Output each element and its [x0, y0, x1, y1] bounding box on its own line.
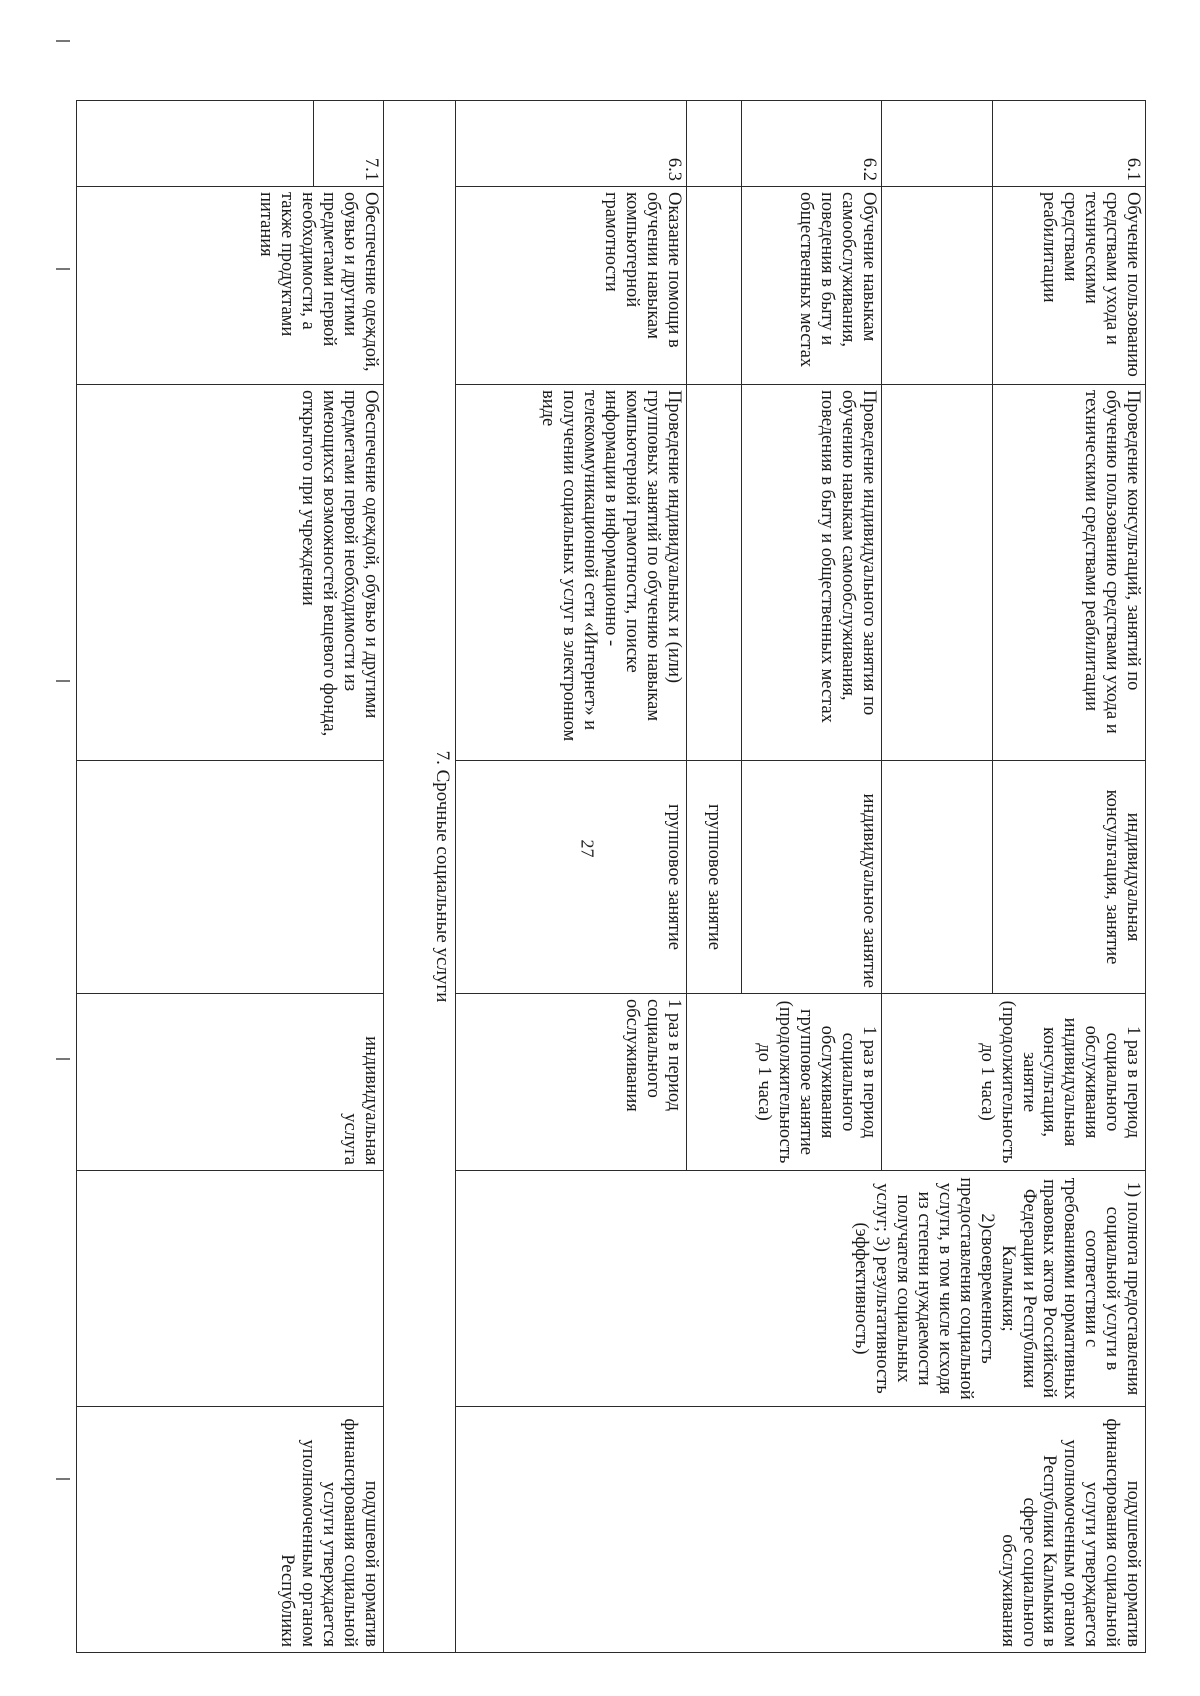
cell-name-6-2: Обучение навыкам самообслуживания, поведения в быту и общественных местах: [742, 187, 881, 385]
cell-num-6-3: 6.3: [456, 101, 686, 187]
page-number: 27: [577, 839, 598, 858]
scan-mark: [56, 40, 70, 42]
scan-mark: [56, 680, 70, 682]
section-title-7: 7. Срочные социальные услуги: [383, 101, 456, 1653]
table-row-6-1-top: [993, 101, 1146, 1653]
rotated-page: [76, 100, 1146, 1652]
cell-name-7-1: Обеспечение одеждой, обувью и другими предметами первой необходимости, а также продуктами питания: [77, 187, 384, 385]
cell-norm-7-1: подушевой норматив финансирования социальной услуги утверждается уполномоченным органом Республики: [77, 1407, 384, 1653]
cell-freq-7-1: индивидуальная услуга: [77, 994, 384, 1171]
cell-unit-7-1: [77, 761, 384, 994]
cell-num-7-1: 7.1: [314, 101, 384, 187]
cell-norm-6: подушевой норматив финансирования социальной услуги утверждается уполномоченным органом Республики Калмыкия в сфере социального обслуживания: [456, 1407, 1146, 1653]
cell-desc-6-2: Проведение индивидуального занятия по обучению навыкам самообслуживания, поведения в быту и общественных местах: [742, 385, 881, 761]
cell-num-6-1: 6.1: [993, 101, 1146, 187]
cell-desc-6-3: Проведение индивидуальных и (или) групповых занятий по обучению навыкам компьютерной грамотности, поиске информации в информационно - телекоммуникационной сети «Интернет» и получении социальных услуг в электронном виде: [456, 385, 686, 761]
table-row-7-1-top: [314, 101, 384, 1653]
cell-name-6-3: Оказание помощи в обучении навыкам компьютерной грамотности: [456, 187, 686, 385]
cell-freq-6-2: 1 раз в период социального обслуживания групповое занятие (продолжительность до 1 часа): [686, 994, 881, 1171]
scan-mark: [56, 1058, 70, 1060]
scan-mark: [56, 268, 70, 270]
services-table: [76, 100, 1146, 1653]
cell-unit-6-3: групповое занятие: [456, 761, 686, 994]
cell-unit-6-2-individual: индивидуальное занятие: [742, 761, 881, 994]
cell-desc-6-1: Проведение консультаций, занятий по обучению пользованию средствами ухода и техническими средствами реабилитации: [993, 385, 1146, 761]
cell-unit-6-1: индивидуальная консультация, занятие: [993, 761, 1146, 994]
cell-criteria-6: 1) полнота предоставления социальной услуги в соответствии с требованиями нормативных правовых актов Российской Федерации и Республики Калмыкия; 2)своевременность предоставления социальной услуги, в том числе исходя из степени нуждаемости получателя социальных услуг; 3) результативность (эффективность): [456, 1171, 1146, 1407]
cell-desc-7-1: Обеспечение одеждой, обувью и другими предметами первой необходимости из имеющихся возможностей вещевого фонда, открытого при учреждении: [77, 385, 384, 761]
cell-freq-6-1: 1 раз в период социального обслуживания индивидуальная консультация, занятие (продолжительность до 1 часа): [881, 994, 1145, 1171]
cell-unit-6-2-group: групповое занятие: [686, 761, 742, 994]
section-header-row: [383, 101, 456, 1653]
scan-mark: [56, 1478, 70, 1480]
cell-num-6-2: 6.2: [742, 101, 881, 187]
cell-name-6-1: Обучение пользованию средствами ухода и техническими средствами реабилитации: [993, 187, 1146, 385]
cell-criteria-7-1: [77, 1171, 384, 1407]
cell-freq-6-3: 1 раз в период социального обслуживания: [456, 994, 686, 1171]
